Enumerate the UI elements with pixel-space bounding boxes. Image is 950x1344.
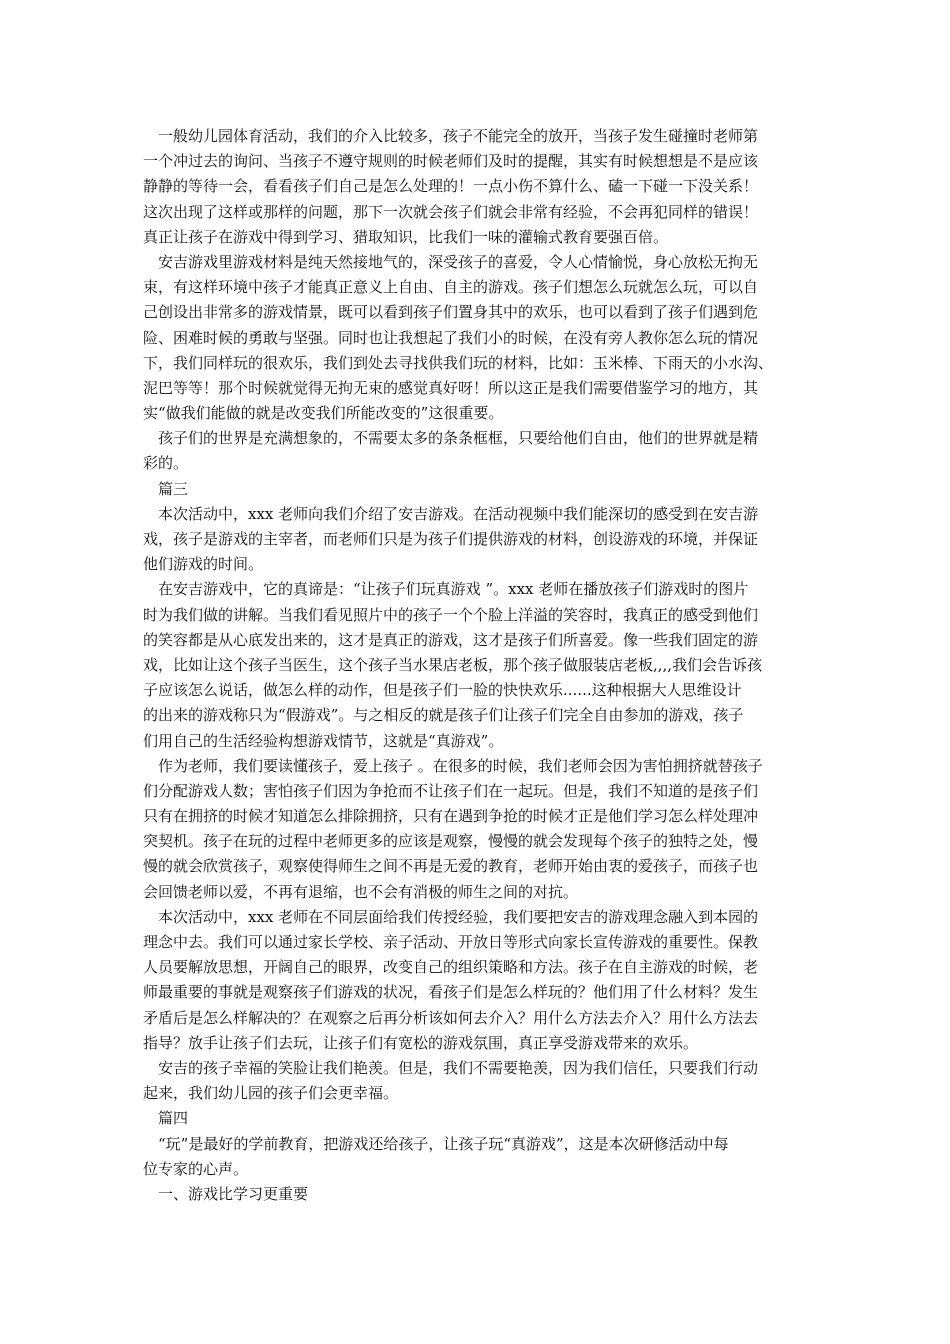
text-line: 只有在拥挤的时候才知道怎么排除拥挤，只有在遇到争抢的时候才正是他们学习怎么样处理冲: [143, 807, 759, 826]
text-line: 起来，我们幼儿园的孩子们会更幸福。: [143, 1084, 399, 1103]
text-line: 真正让孩子在游戏中得到学习、猎取知识，比我们一味的灌输式教育要强百倍。: [143, 227, 669, 246]
text-line: 险、困难时候的勇敢与坚强。同时也让我想起了我们小的时候，在没有旁人教你怎么玩的情况: [143, 328, 759, 347]
text-line: 在安吉游戏中，它的真谛是：“让孩子们玩真游戏 ”。xxx 老师在播放孩子们游戏时的图片: [158, 580, 749, 599]
text-line: 安吉的孩子幸福的笑脸让我们艳羡。但是，我们不需要艳羡，因为我们信任，只要我们行动: [158, 1058, 759, 1077]
text-line: 会回馈老师以爱，不再有退缩，也不会有消极的师生之间的对抗。: [143, 882, 579, 901]
text-line: 突契机。孩子在玩的过程中老师更多的应该是观察，慢慢的就会发现每个孩子的独特之处，慢: [143, 832, 759, 851]
text-line: 本次活动中，xxx 老师向我们介绍了安吉游戏。在活动视频中我们能深切的感受到在安吉游: [158, 504, 759, 523]
text-line: 们用自己的生活经验构想游戏情节，这就是“真游戏”。: [143, 731, 504, 750]
text-line: 慢的就会欣赏孩子，观察使得师生之间不再是无爱的教育，老师开始由衷的爱孩子，而孩子也: [143, 857, 759, 876]
text-line: 实“做我们能做的就是改变我们所能改变的”这很重要。: [143, 404, 504, 423]
text-line: 位专家的心声。: [143, 1159, 249, 1178]
text-line: 下，我们同样玩的很欢乐，我们到处去寻找供我们玩的材料，比如：玉米棒、下雨天的小水沟、: [143, 353, 774, 372]
text-line: 一般幼儿园体育活动，我们的介入比较多，孩子不能完全的放开，当孩子发生碰撞时老师第: [158, 127, 759, 145]
text-line: 的出来的游戏称只为“假游戏”。与之相反的就是孩子们让孩子们完全自由参加的游戏，孩子: [143, 706, 744, 725]
text-line: 他们游戏的时间。: [143, 555, 264, 574]
text-line: 理念中去。我们可以通过家长学校、亲子活动、开放日等形式向家长宣传游戏的重要性。保教: [143, 933, 759, 951]
text-line: 一个冲过去的询问、当孩子不遵守规则的时候老师们及时的提醒，其实有时候想想是不是应该: [143, 152, 759, 171]
text-line: 们分配游戏人数；害怕孩子们因为争抢而不让孩子们在一起玩。但是，我们不知道的是孩子们: [143, 781, 759, 800]
text-line: 子应该怎么说话，做怎么样的动作，但是孩子们一脸的快快欢乐......这种根据大人思维设计: [143, 681, 742, 700]
text-line: 的笑容都是从心底发出来的，这才是真正的游戏，这才是孩子们所喜爱。像一些我们固定的游: [143, 630, 759, 649]
text-line: 作为老师，我们要读懂孩子，爱上孩子 。在很多的时候，我们老师会因为害怕拥挤就替孩子: [158, 756, 763, 775]
text-line: 指导？放手让孩子们去玩，让孩子们有宽松的游戏氛围，真正享受游戏带来的欢乐。: [143, 1033, 699, 1052]
text-line: 这次出现了这样或那样的问题，那下一次就会孩子们就会非常有经验，不会再犯同样的错误！: [143, 202, 759, 221]
text-line: 一、游戏比学习更重要: [158, 1184, 309, 1203]
text-line: 戏，比如让这个孩子当医生，这个孩子当水果店老板，那个孩子做服装店老板,,,,我们会告诉孩: [143, 655, 763, 674]
text-line: 人员要解放思想，开阔自己的眼界，改变自己的组织策略和方法。孩子在自主游戏的时候，老: [143, 958, 759, 977]
text-line: 篇三: [158, 479, 189, 498]
text-line: “玩”是最好的学前教育，把游戏还给孩子，让孩子玩“真游戏”，这是本次研修活动中每: [158, 1134, 729, 1153]
text-line: 泥巴等等！那个时候就觉得无拘无束的感觉真好呀！所以这正是我们需要借鉴学习的地方，其: [143, 378, 759, 397]
text-line: 时为我们做的讲解。当我们看见照片中的孩子一个个脸上洋溢的笑容时，我真正的感受到他们: [143, 605, 759, 624]
text-line: 矛盾后是怎么样解决的？在观察之后再分析该如何去介入？用什么方法去介入？用什么方法去: [143, 1008, 759, 1027]
text-line: 孩子们的世界是充满想象的，不需要太多的条条框框，只要给他们自由，他们的世界就是精: [158, 429, 759, 448]
text-line: 彩的。: [143, 454, 189, 473]
text-line: 师最重要的事就是观察孩子们游戏的状况，看孩子们是怎么样玩的？他们用了什么材料？发生: [143, 983, 759, 1002]
text-line: 己创设出非常多的游戏情景，既可以看到孩子们置身其中的欢乐，也可以看到了孩子们遇到危: [143, 303, 759, 322]
text-line: 戏，孩子是游戏的主宰者，而老师们只是为孩子们提供游戏的材料，创设游戏的环境，并保证: [143, 530, 759, 548]
document-body: [143, 124, 823, 1207]
text-line: 安吉游戏里游戏材料是纯天然接地气的，深受孩子的喜爱，令人心情愉悦，身心放松无拘无: [158, 252, 759, 271]
text-line: 本次活动中，xxx 老师在不同层面给我们传授经验，我们要把安吉的游戏理念融入到本园的: [158, 907, 759, 926]
text-line: 篇四: [158, 1109, 189, 1128]
text-line: 束，有这样环境中孩子才能真正意义上自由、自主的游戏。孩子们想怎么玩就怎么玩，可以自: [143, 278, 759, 297]
text-line: 静静的等待一会，看看孩子们自己是怎么处理的！一点小伤不算什么、磕一下碰一下没关系！: [143, 177, 759, 196]
